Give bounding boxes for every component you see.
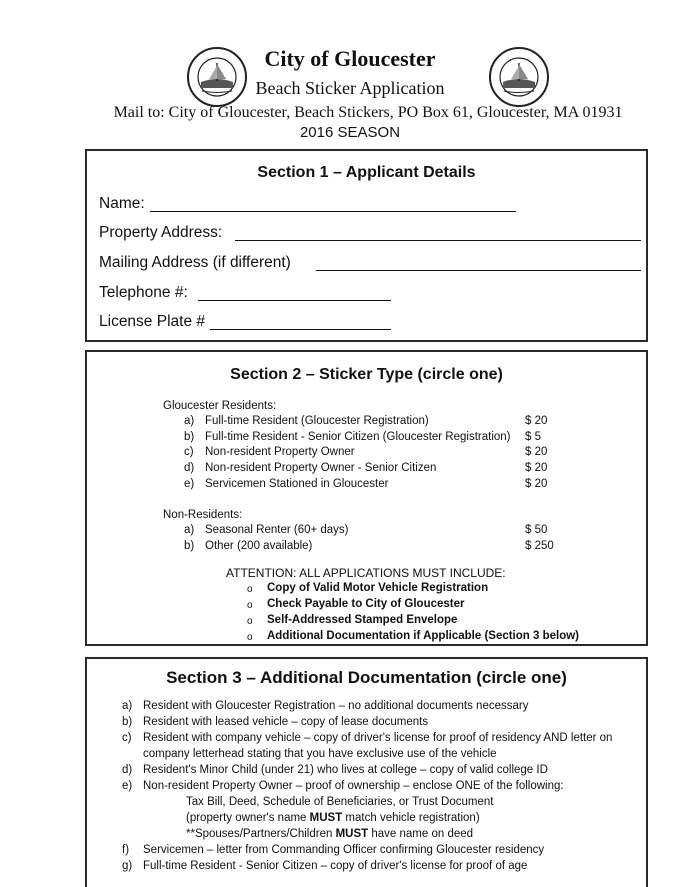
mailing-instructions: Mail to: City of Gloucester, Beach Stickers, PO Box 61, Gloucester, MA 01931 [113, 104, 623, 121]
residents-heading: Gloucester Residents: [163, 400, 277, 412]
resident-option-b-price: $ 5 [525, 431, 541, 443]
property-address-label: Property Address: [99, 224, 223, 241]
section-2-title: Section 2 – Sticker Type (circle one) [230, 366, 503, 383]
resident-option-e[interactable]: Servicemen Stationed in Gloucester [205, 478, 389, 490]
doc-option-c-letter: c) [122, 732, 132, 744]
doc-option-e-letter: e) [122, 780, 133, 792]
city-title: City of Gloucester [264, 46, 436, 71]
detail-3-post: have name on deed [368, 828, 474, 840]
license-plate-field[interactable] [210, 329, 391, 330]
doc-option-d[interactable]: Resident's Minor Child (under 21) who lives at college – copy of valid college ID [143, 764, 548, 776]
detail-2-pre: (property owner's name [186, 812, 310, 824]
resident-option-e-letter: e) [184, 478, 195, 490]
mailing-address-label: Mailing Address (if different) [99, 254, 291, 271]
nonresident-option-b-price: $ 250 [525, 540, 554, 552]
detail-3-must: MUST [335, 828, 369, 840]
resident-option-d-letter: d) [184, 462, 195, 474]
requirement-bullet-2: o [247, 600, 253, 611]
doc-option-f[interactable]: Servicemen – letter from Commanding Officer confirming Gloucester residency [143, 844, 545, 856]
doc-option-g[interactable]: Full-time Resident - Senior Citizen – copy of driver's license for proof of age [143, 860, 528, 872]
license-plate-label: License Plate # [99, 313, 205, 330]
nonresident-option-b[interactable]: Other (200 available) [205, 540, 313, 552]
nonresidents-heading: Non-Residents: [163, 509, 243, 521]
resident-option-a-letter: a) [184, 415, 195, 427]
nonresident-option-a[interactable]: Seasonal Renter (60+ days) [205, 524, 349, 536]
section-1-title: Section 1 – Applicant Details [257, 164, 476, 181]
resident-option-a[interactable]: Full-time Resident (Gloucester Registration) [205, 415, 429, 427]
doc-option-a-letter: a) [122, 700, 133, 712]
detail-2-must: MUST [309, 812, 343, 824]
resident-option-d-price: $ 20 [525, 462, 548, 474]
requirement-2: Check Payable to City of Gloucester [267, 598, 465, 610]
telephone-label: Telephone #: [99, 284, 188, 301]
doc-option-d-letter: d) [122, 764, 133, 776]
doc-option-g-letter: g) [122, 860, 133, 872]
resident-option-a-price: $ 20 [525, 415, 548, 427]
requirement-bullet-4: o [247, 632, 253, 643]
nonresident-option-a-letter: a) [184, 524, 195, 536]
resident-option-c-price: $ 20 [525, 446, 548, 458]
detail-3-pre: **Spouses/Partners/Children [186, 828, 336, 840]
section-2-sticker-type [85, 350, 648, 646]
section-1-applicant-details [85, 149, 648, 342]
season-label: 2016 SEASON [299, 124, 401, 141]
requirement-bullet-1: o [247, 584, 253, 595]
name-field[interactable] [150, 211, 516, 212]
doc-option-c[interactable]: Resident with company vehicle – copy of driver's license for proof of residency AND letter on [143, 732, 613, 744]
resident-option-d[interactable]: Non-resident Property Owner - Senior Citizen [205, 462, 437, 474]
resident-option-b-letter: b) [184, 431, 195, 443]
requirement-3: Self-Addressed Stamped Envelope [267, 614, 458, 626]
doc-option-e-detail-2 [186, 812, 480, 824]
attention-heading: ATTENTION: ALL APPLICATIONS MUST INCLUDE: [226, 566, 506, 580]
requirement-4: Additional Documentation if Applicable (Section 3 below) [267, 630, 580, 642]
resident-option-c-letter: c) [184, 446, 194, 458]
nonresident-option-b-letter: b) [184, 540, 195, 552]
resident-option-c[interactable]: Non-resident Property Owner [205, 446, 355, 458]
name-label: Name: [99, 195, 145, 212]
doc-option-e-detail-3 [186, 828, 473, 840]
telephone-field[interactable] [198, 300, 391, 301]
requirement-bullet-3: o [247, 616, 253, 627]
doc-option-b-letter: b) [122, 716, 133, 728]
detail-2-post: match vehicle registration) [342, 812, 480, 824]
doc-option-b[interactable]: Resident with leased vehicle – copy of lease documents [143, 716, 429, 728]
doc-option-f-letter: f) [122, 844, 130, 856]
section-3-title: Section 3 – Additional Documentation (circle one) [166, 668, 567, 687]
resident-option-b[interactable]: Full-time Resident - Senior Citizen (Gloucester Registration) [205, 431, 511, 443]
doc-option-a[interactable]: Resident with Gloucester Registration – no additional documents necessary [143, 700, 529, 712]
section-3-additional-documentation [85, 657, 648, 887]
form-subtitle: Beach Sticker Application [255, 78, 445, 98]
mailing-address-field[interactable] [316, 270, 641, 271]
doc-option-c-continued: company letterhead stating that you have exclusive use of the vehicle [143, 748, 497, 760]
property-address-field[interactable] [235, 240, 641, 241]
doc-option-e[interactable]: Non-resident Property Owner – proof of ownership – enclose ONE of the following: [143, 780, 564, 792]
resident-option-e-price: $ 20 [525, 478, 548, 490]
doc-option-e-detail-1: Tax Bill, Deed, Schedule of Beneficiaries, or Trust Document [186, 796, 494, 808]
requirement-1: Copy of Valid Motor Vehicle Registration [267, 582, 489, 594]
nonresident-option-a-price: $ 50 [525, 524, 548, 536]
